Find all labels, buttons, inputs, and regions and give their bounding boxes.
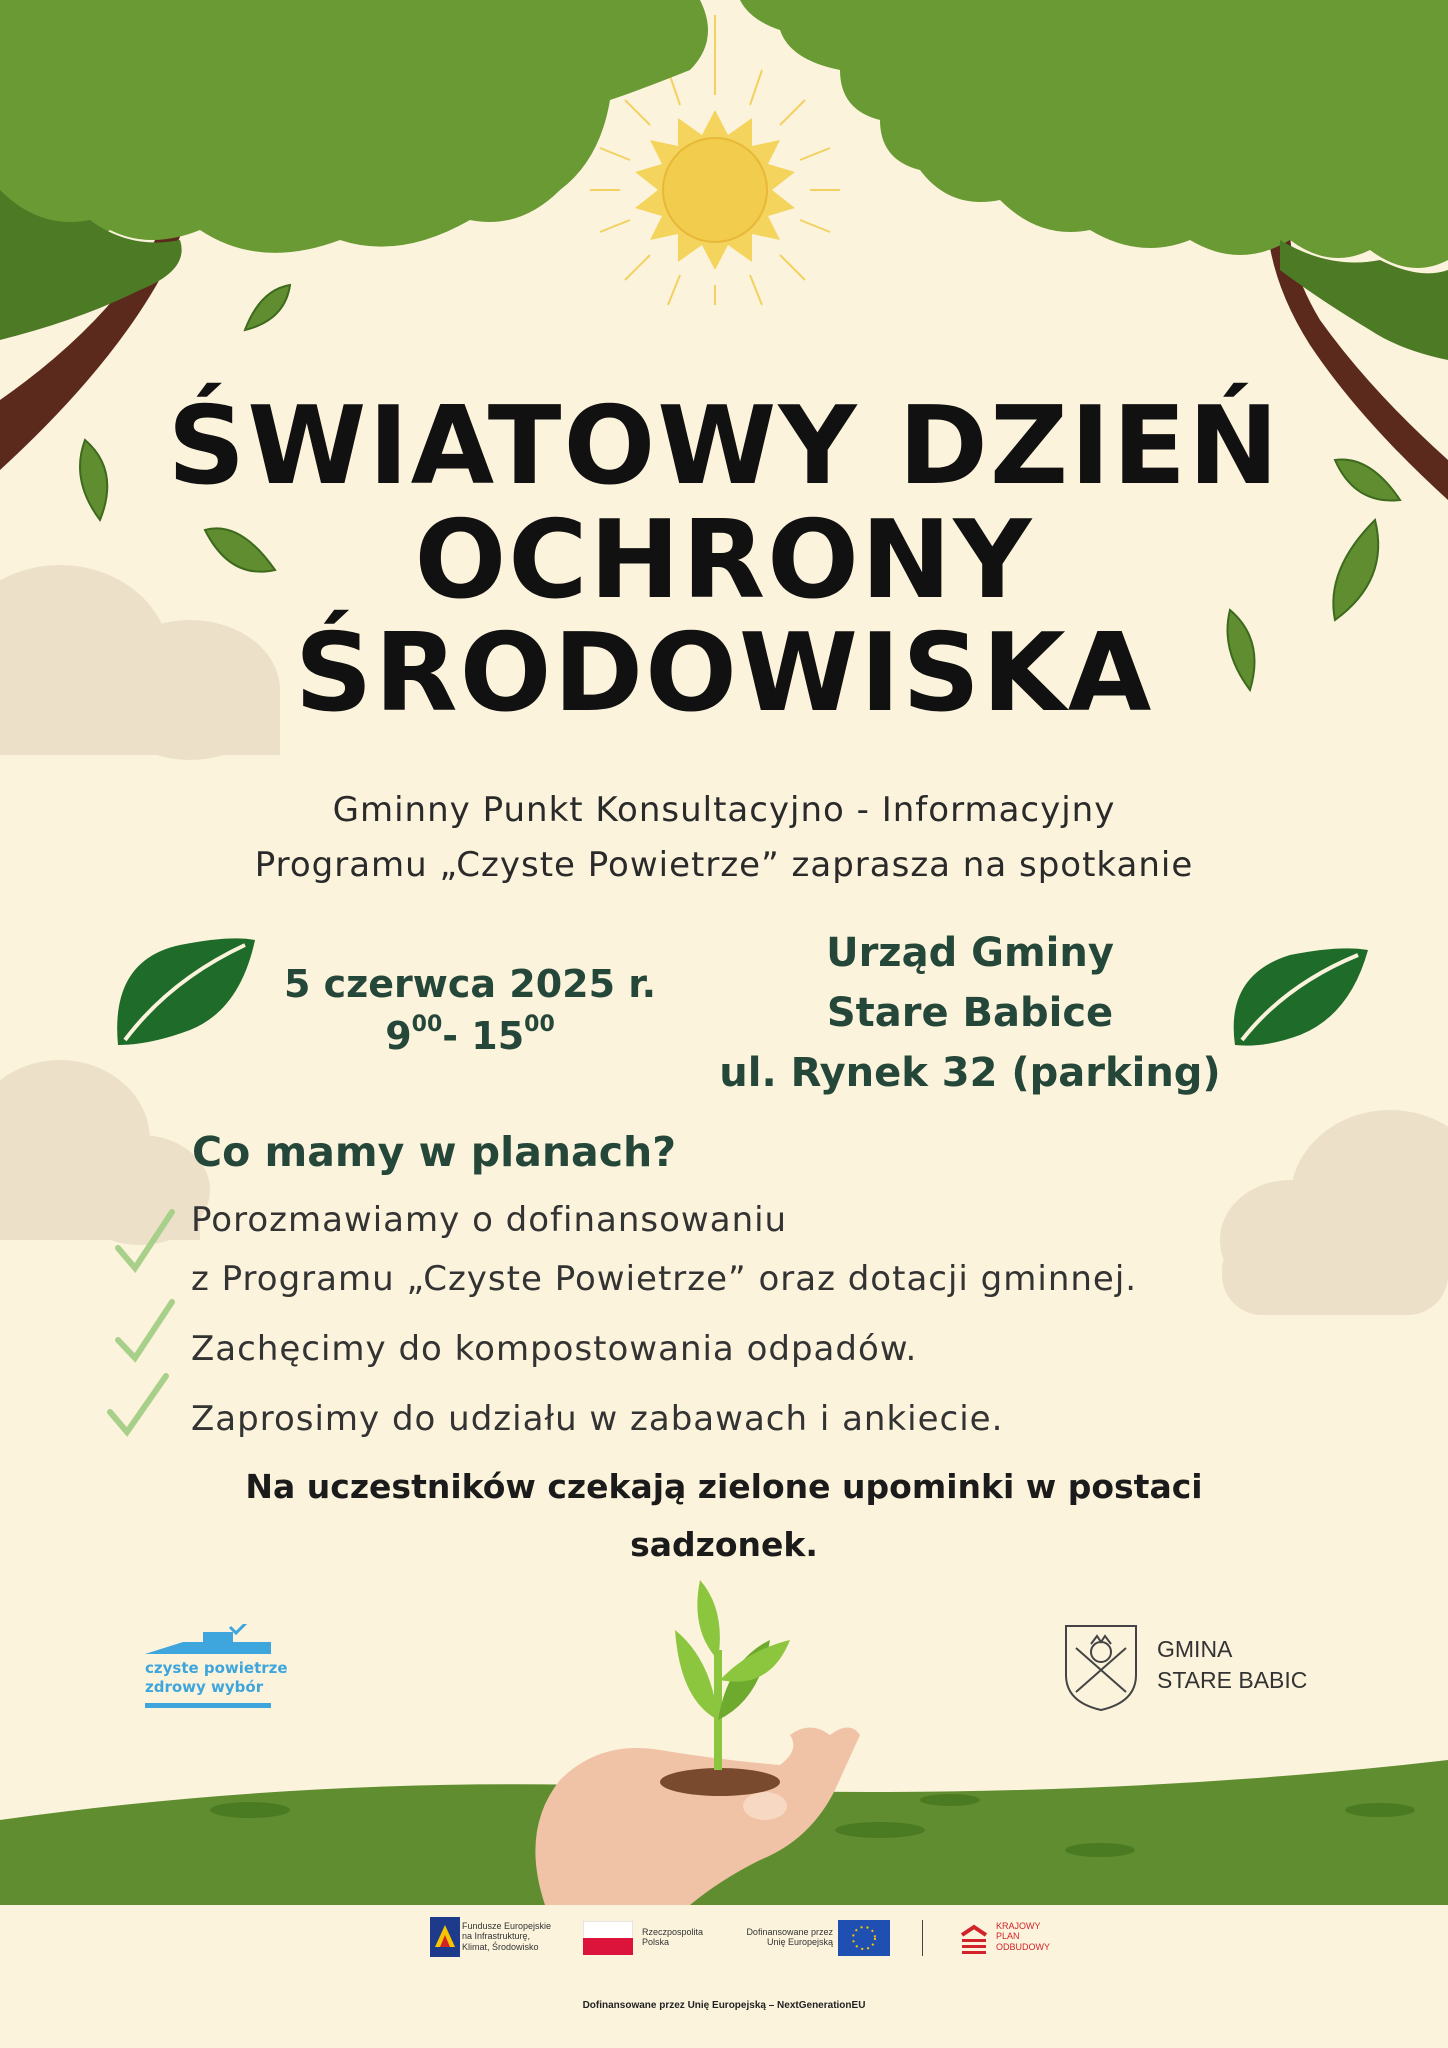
place-line-3: ul. Rynek 32 (parking) [719, 1050, 1221, 1096]
kpo-logo-icon [958, 1923, 990, 1955]
footer-divider [922, 1920, 923, 1956]
big-leaf-right [1234, 948, 1368, 1045]
intro-line-2: Programu „Czyste Powietrze” zaprasza na spotkanie [254, 845, 1194, 885]
fe-logo-text [462, 1921, 551, 1952]
gift-note-line-2: sadzonek. [630, 1525, 818, 1564]
time-end-hour: 15 [471, 1014, 525, 1058]
ue-line-1: Dofinansowane przez [746, 1927, 833, 1937]
cloud-right [1220, 1110, 1448, 1315]
gmina-logo-line-2: STARE BABIC [1157, 1667, 1308, 1693]
title-line-3: ŚRODOWISKA [294, 611, 1154, 736]
rp-line-2: Polska [642, 1937, 670, 1948]
cloud-left-mid [0, 1060, 210, 1245]
fe-line-2: na Infrastrukturę, [462, 1931, 531, 1942]
plans-heading: Co mamy w planach? [192, 1128, 676, 1176]
checkmark-icons [110, 1212, 172, 1432]
time-start-hour: 9 [385, 1014, 412, 1058]
kpo-line-1: KRAJOWY [996, 1921, 1041, 1931]
plan-item-1-line-2: z Programu „Czyste Powietrze” oraz dotacji gminnej. [191, 1259, 1138, 1299]
place-line-2: Stare Babice [826, 990, 1114, 1036]
plan-item-2: Zachęcimy do kompostowania odpadów. [191, 1329, 918, 1369]
gmina-crest-icon [1062, 1620, 1140, 1712]
gift-note-line-1: Na uczestników czekają zielone upominki w postaci [245, 1467, 1203, 1506]
title-line-2: OCHRONY [414, 498, 1034, 623]
plan-item-1-line-1: Porozmawiamy o dofinansowaniu [191, 1200, 788, 1240]
kpo-line-2: PLAN [996, 1931, 1020, 1942]
event-date: 5 czerwca 2025 r. [283, 962, 657, 1006]
footer-caption: Dofinansowane przez Unię Europejską – NextGenerationEU [582, 2000, 866, 2011]
kpo-logo-text [996, 1921, 1050, 1952]
rp-logo-text [642, 1927, 703, 1948]
place-line-1: Urząd Gminy [826, 930, 1114, 976]
time-start-min: 00 [411, 1012, 443, 1037]
event-time [250, 1012, 690, 1058]
title-line-1: ŚWIATOWY DZIEŃ [167, 384, 1281, 509]
intro-line-1: Gminny Punkt Konsultacyjno - Informacyjny [332, 790, 1116, 830]
ue-line-2: Unię Europejską [766, 1937, 833, 1948]
gmina-logo-line-1: GMINA [1157, 1636, 1233, 1662]
time-separator: - [442, 1014, 472, 1058]
plan-item-3: Zaprosimy do udziału w zabawach i ankiecie. [191, 1399, 1004, 1439]
cp-logo-line-2: zdrowy wybór [145, 1678, 264, 1696]
big-leaf-left [117, 938, 255, 1045]
time-end-min: 00 [524, 1012, 555, 1037]
kpo-line-3: ODBUDOWY [996, 1941, 1050, 1952]
fe-line-3: Klimat, Środowisko [462, 1941, 539, 1952]
cp-logo-line-1: czyste powietrze [145, 1659, 288, 1677]
ue-logo-text [733, 1927, 833, 1948]
eu-flag-icon [838, 1920, 890, 1956]
fe-logo-icon [430, 1917, 460, 1957]
polish-flag-icon [583, 1921, 633, 1955]
rp-line-1: Rzeczpospolita [642, 1927, 704, 1937]
footer [0, 1905, 1448, 2048]
fe-line-1: Fundusze Europejskie [462, 1921, 552, 1931]
